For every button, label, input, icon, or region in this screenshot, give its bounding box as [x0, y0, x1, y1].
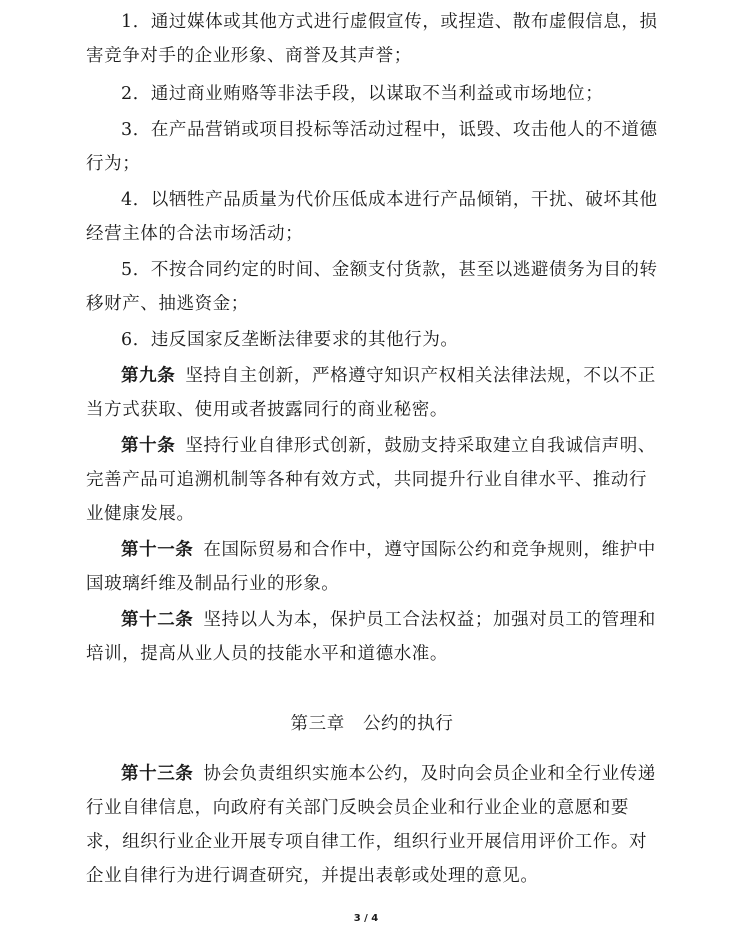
article-label: 第十一条 [121, 540, 194, 560]
chapter-title: 第三章 公约的执行 [290, 714, 454, 734]
article-text: 坚持行业自律形式创新，鼓励支持采取建立自我诚信声明、完善产品可追溯机制等各种有效方式，共同提升行业自律水平、推动行业健康发展。 [86, 436, 656, 524]
list-item-2: 2．通过商业贿赂等非法手段，以谋取不当利益或市场地位； [121, 84, 604, 104]
article-text: 在国际贸易和合作中，遵守国际公约和竞争规则，维护中国玻璃纤维及制品行业的形象。 [86, 540, 656, 594]
list-item-3: 3．在产品营销或项目投标等活动过程中，诋毁、攻击他人的不道德行为； [86, 120, 658, 174]
article-13 [86, 757, 658, 893]
list-item-6: 6．违反国家反垄断法律要求的其他行为。 [121, 330, 459, 350]
list-item-1: 1．通过媒体或其他方式进行虚假宣传，或捏造、散布虚假信息，损害竞争对手的企业形象、商誉及其声誉； [86, 12, 658, 66]
article-11 [86, 533, 658, 601]
article-label: 第十二条 [121, 610, 194, 630]
article-10 [86, 429, 658, 531]
article-text: 坚持自主创新，严格遵守知识产权相关法律法规，不以不正当方式获取、使用或者披露同行的商业秘密。 [86, 366, 656, 420]
article-label: 第十三条 [121, 764, 194, 784]
article-label: 第九条 [121, 366, 176, 386]
article-label: 第十条 [121, 436, 176, 456]
article-12 [86, 603, 658, 671]
article-9 [86, 359, 658, 427]
page-number: 3 / 4 [353, 913, 379, 924]
list-item-4: 4．以牺牲产品质量为代价压低成本进行产品倾销，干扰、破坏其他经营主体的合法市场活动； [86, 190, 658, 244]
list-item-5: 5．不按合同约定的时间、金额支付货款，甚至以逃避债务为目的转移财产、抽逃资金； [86, 260, 658, 314]
article-text: 协会负责组织实施本公约，及时向会员企业和全行业传递行业自律信息，向政府有关部门反映会员企业和行业企业的意愿和要求，组织行业企业开展专项自律工作，组织行业开展信用评价工作。对企业自律行为进行调查研究，并提出表彰或处理的意见。 [86, 764, 656, 886]
article-text: 坚持以人为本，保护员工合法权益；加强对员工的管理和培训，提高从业人员的技能水平和道德水准。 [86, 610, 656, 664]
